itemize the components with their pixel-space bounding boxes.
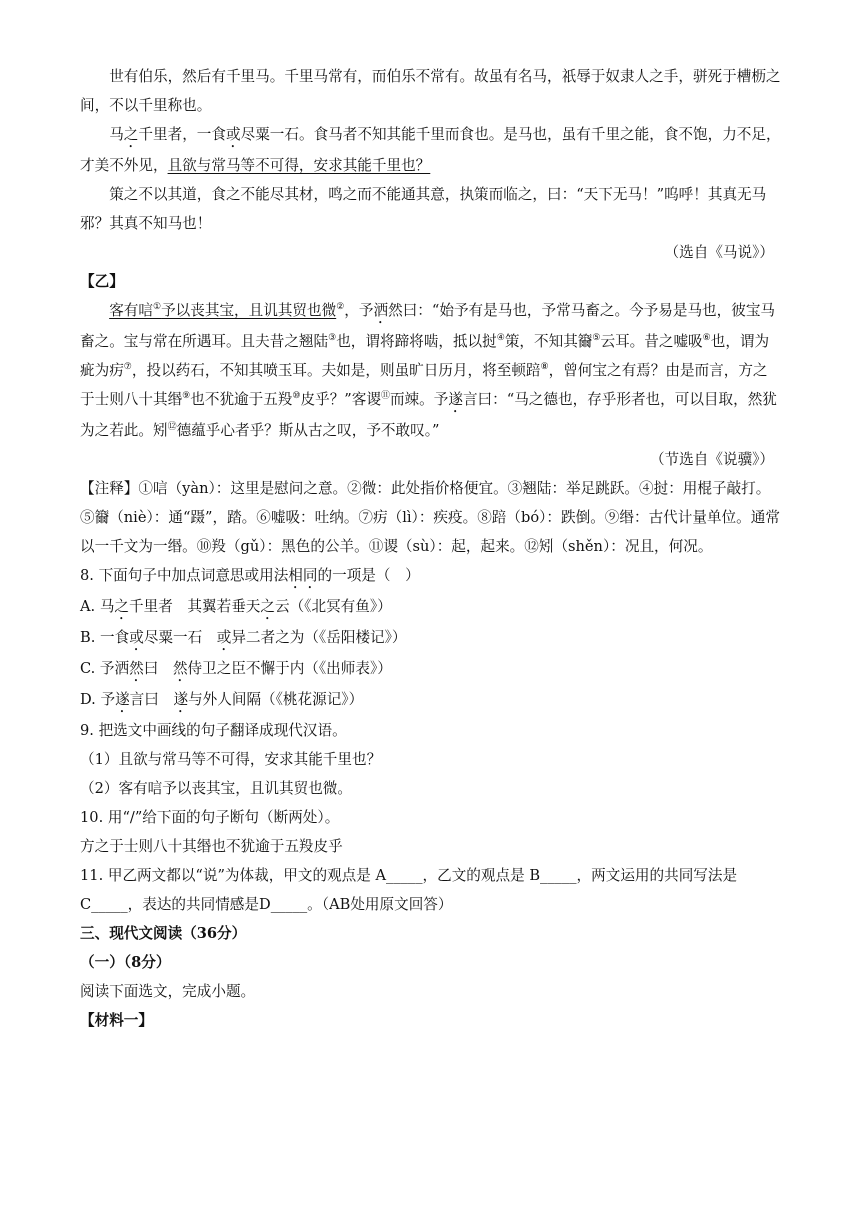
document-page	[80, 62, 782, 1035]
question-10-stem: 10. 用“/”给下面的句子断句（断两处）。	[80, 809, 340, 826]
yi-paragraph: 客有唁①予以丧其宝，且讥其贸也微②，予洒然曰：“始予有是马也，予常马畜之。今予易是马也，彼宝马畜之。宝与常在所遇耳。且夫昔之翘陆③也，谓将蹄将啮，抵以挝④策，不知其籋⑤云耳。昔之嘘吸⑥也，谓为疵为疠⑦，投以药石，不知其喷玉耳。夫如是，则虽旷日历月，将至顿踣⑧，曾何宝之有焉？由是而言，方之于士则八十其缗⑨也不犹逾于五羖⑩皮乎？”客谡⑪而竦。予遂言曰：“马之德也，存乎形者也，可以目取，然犹为之若此。矧⑫德蕴乎心者乎？斯从古之叹，予不敢叹。”	[80, 302, 777, 439]
question-10-line: 方之于士则八十其缗也不犹逾于五羖皮乎	[80, 838, 343, 855]
annotations: 【注释】①唁（yàn）：这里是慰问之意。②微：此处指价格便宜。③翘陆：举足跳跃。④挝：用棍子敲打。⑤籋（niè）：通“蹑”，踏。⑥嘘吸：吐纳。⑦疠（lì）：疾疫。⑧踣（bó）：跌倒。⑨缗：古代计量单位。通常以一千文为一缗。⑩羖（gǔ）：黑色的公羊。⑪谡（sù）：起，起来。⑫矧（shěn）：况且，何况。	[80, 480, 780, 555]
section-3-subtitle: （一）（8分）	[80, 954, 171, 971]
jia-paragraph-3: 策之不以其道，食之不能尽其材，鸣之而不能通其意，执策而临之，曰：“天下无马！”呜呼！其真无马邪？其真不知马也！	[80, 186, 767, 232]
question-8-option-a: A. 马之千里者 其翼若垂天之云（《北冥有鱼》）	[80, 598, 392, 615]
underlined-sentence-1: 且欲与常马等不可得，安求其能千里也？	[167, 157, 431, 174]
jia-source: （选自《马说》）	[664, 244, 774, 261]
jia-paragraph-1: 世有伯乐，然后有千里马。千里马常有，而伯乐不常有。故虽有名马，祇辱于奴隶人之手，骈死于槽枥之间，不以千里称也。	[80, 68, 781, 114]
question-8-option-b: B. 一食或尽粟一石 或异二者之为（《岳阳楼记》）	[80, 629, 407, 646]
dotted-word: 或	[225, 126, 241, 143]
yi-heading: 【乙】	[80, 273, 124, 290]
question-8-option-c: C. 予洒然曰 然侍卫之臣不懈于内（《出师表》）	[80, 660, 392, 677]
section-3-title: 三、现代文阅读（36分）	[80, 925, 247, 942]
dotted-word: 之	[123, 126, 139, 143]
question-11: 11. 甲乙两文都以“说”为体裁，甲文的观点是 A_____，乙文的观点是 B_____，两文运用的共同写法是C_____，表达的共同情感是D_____。（AB处用原文回答）	[80, 867, 738, 913]
question-9-stem: 9. 把选文中画线的句子翻译成现代汉语。	[80, 722, 347, 739]
section-3-instruction: 阅读下面选文，完成小题。	[80, 983, 256, 1000]
question-9-sentence-1: （1）且欲与常马等不可得，安求其能千里也？	[80, 751, 382, 768]
yi-source: （节选自《说骥》）	[649, 451, 774, 468]
jia-paragraph-2: 马之千里者，一食或尽粟一石。食马者不知其能千里而食也。是马也，虽有千里之能，食不饱，力不足，才美不外见，且欲与常马等不可得，安求其能千里也？	[80, 126, 781, 174]
question-8-stem: 8. 下面句子中加点词意思或用法相同的一项是（ ）	[80, 567, 420, 584]
question-8-option-d: D. 予遂言曰 遂与外人间隔（《桃花源记》）	[80, 691, 364, 708]
underlined-sentence-2: 客有唁①予以丧其宝，且讥其贸也微	[109, 302, 337, 319]
material-1-heading: 【材料一】	[80, 1012, 153, 1029]
question-9-sentence-2: （2）客有唁予以丧其宝，且讥其贸也微。	[80, 780, 352, 797]
